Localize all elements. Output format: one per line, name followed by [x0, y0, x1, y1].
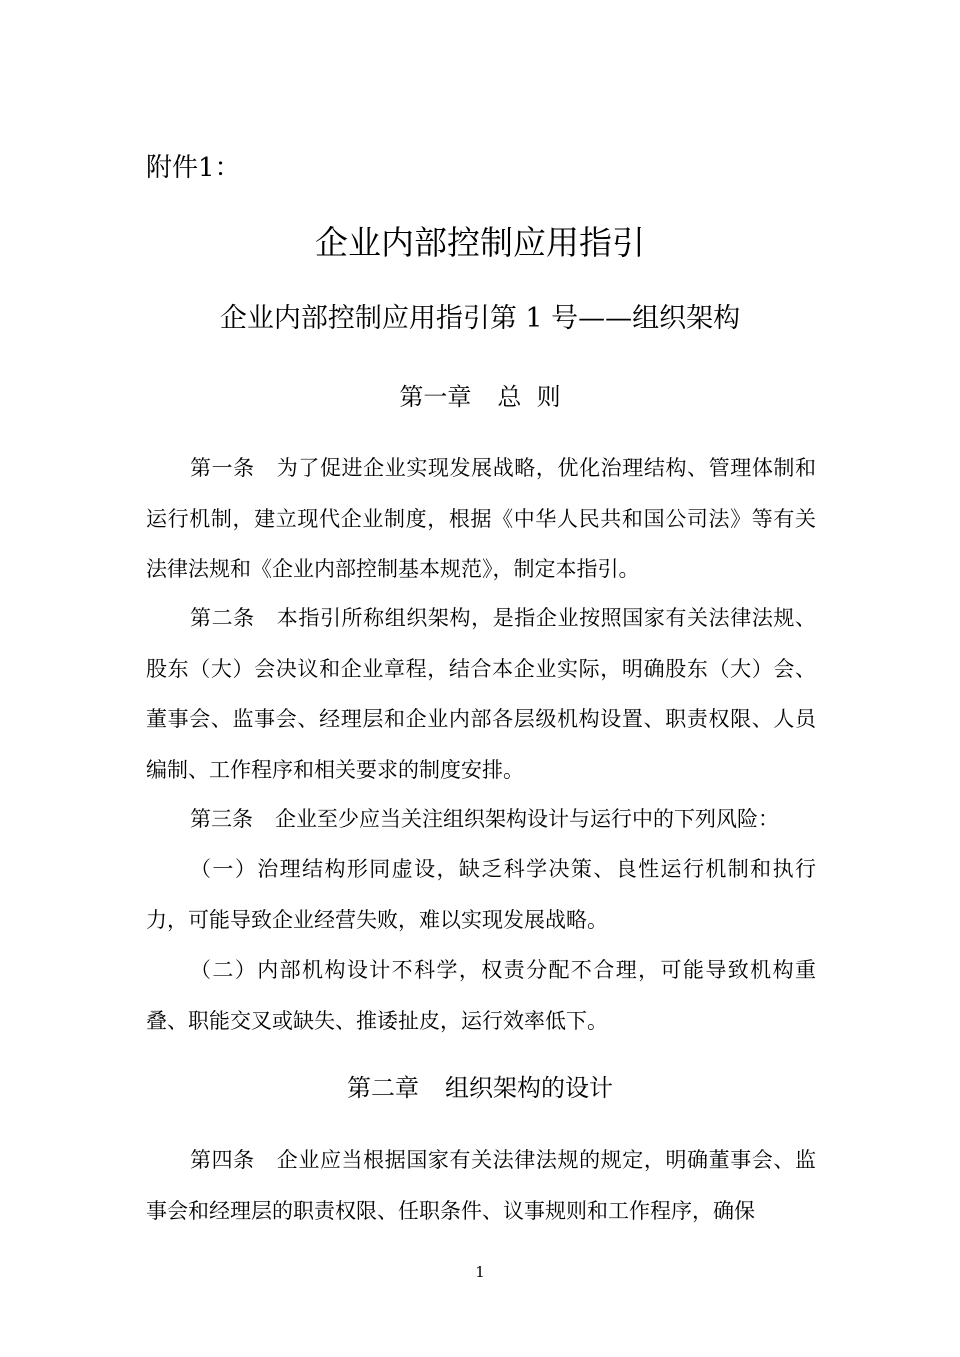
page-number: 1 — [475, 1263, 485, 1281]
article-number: 第二条 — [190, 606, 255, 630]
attachment-label: 附件1： — [146, 153, 241, 183]
chapter-heading-2 — [0, 1070, 960, 1106]
chapter-number: 第一章 — [399, 383, 472, 411]
article-text: 企业应当根据国家有关法律法规的规定，明确董事会、监事会和经理层的职责权限、任职条件、议事规则和工作程序，确保 — [146, 1148, 817, 1223]
article-text: 企业至少应当关注组织架构设计与运行中的下列风险： — [275, 807, 779, 831]
chapter-heading-1 — [0, 379, 960, 415]
list-item-paragraph — [146, 945, 816, 1046]
article-number: 第一条 — [190, 456, 255, 480]
document-title: 企业内部控制应用指引 — [315, 223, 645, 262]
list-item-text: （二）内部机构设计不科学，权责分配不合理，可能导致机构重叠、职能交叉或缺失、推诿扯皮，运行效率低下。 — [146, 958, 816, 1033]
chapter-name: 组织架构的设计 — [445, 1074, 613, 1102]
article-text: 为了促进企业实现发展战略，优化治理结构、管理体制和运行机制，建立现代企业制度，根据《中华人民共和国公司法》等有关法律法规和《企业内部控制基本规范》，制定本指引。 — [146, 456, 817, 581]
article-text: 本指引所称组织架构，是指企业按照国家有关法律法规、股东（大）会决议和企业章程，结合本企业实际，明确股东（大）会、董事会、监事会、经理层和企业内部各层级机构设置、职责权限、人员编制、工作程序和相关要求的制度安排。 — [146, 606, 817, 782]
article-paragraph — [146, 593, 816, 795]
list-item-text: （一）治理结构形同虚设，缺乏科学决策、良性运行机制和执行力，可能导致企业经营失败，难以实现发展战略。 — [146, 857, 816, 932]
article-number: 第四条 — [190, 1148, 255, 1172]
document-subtitle: 企业内部控制应用指引第 1 号——组织架构 — [219, 303, 741, 334]
article-paragraph — [146, 443, 816, 595]
chapter-name: 总 则 — [497, 383, 561, 411]
article-number: 第三条 — [190, 807, 253, 831]
chapter-number: 第二章 — [347, 1074, 419, 1102]
article-paragraph — [146, 794, 816, 845]
article-paragraph — [146, 1135, 816, 1236]
list-item-paragraph — [146, 844, 816, 945]
